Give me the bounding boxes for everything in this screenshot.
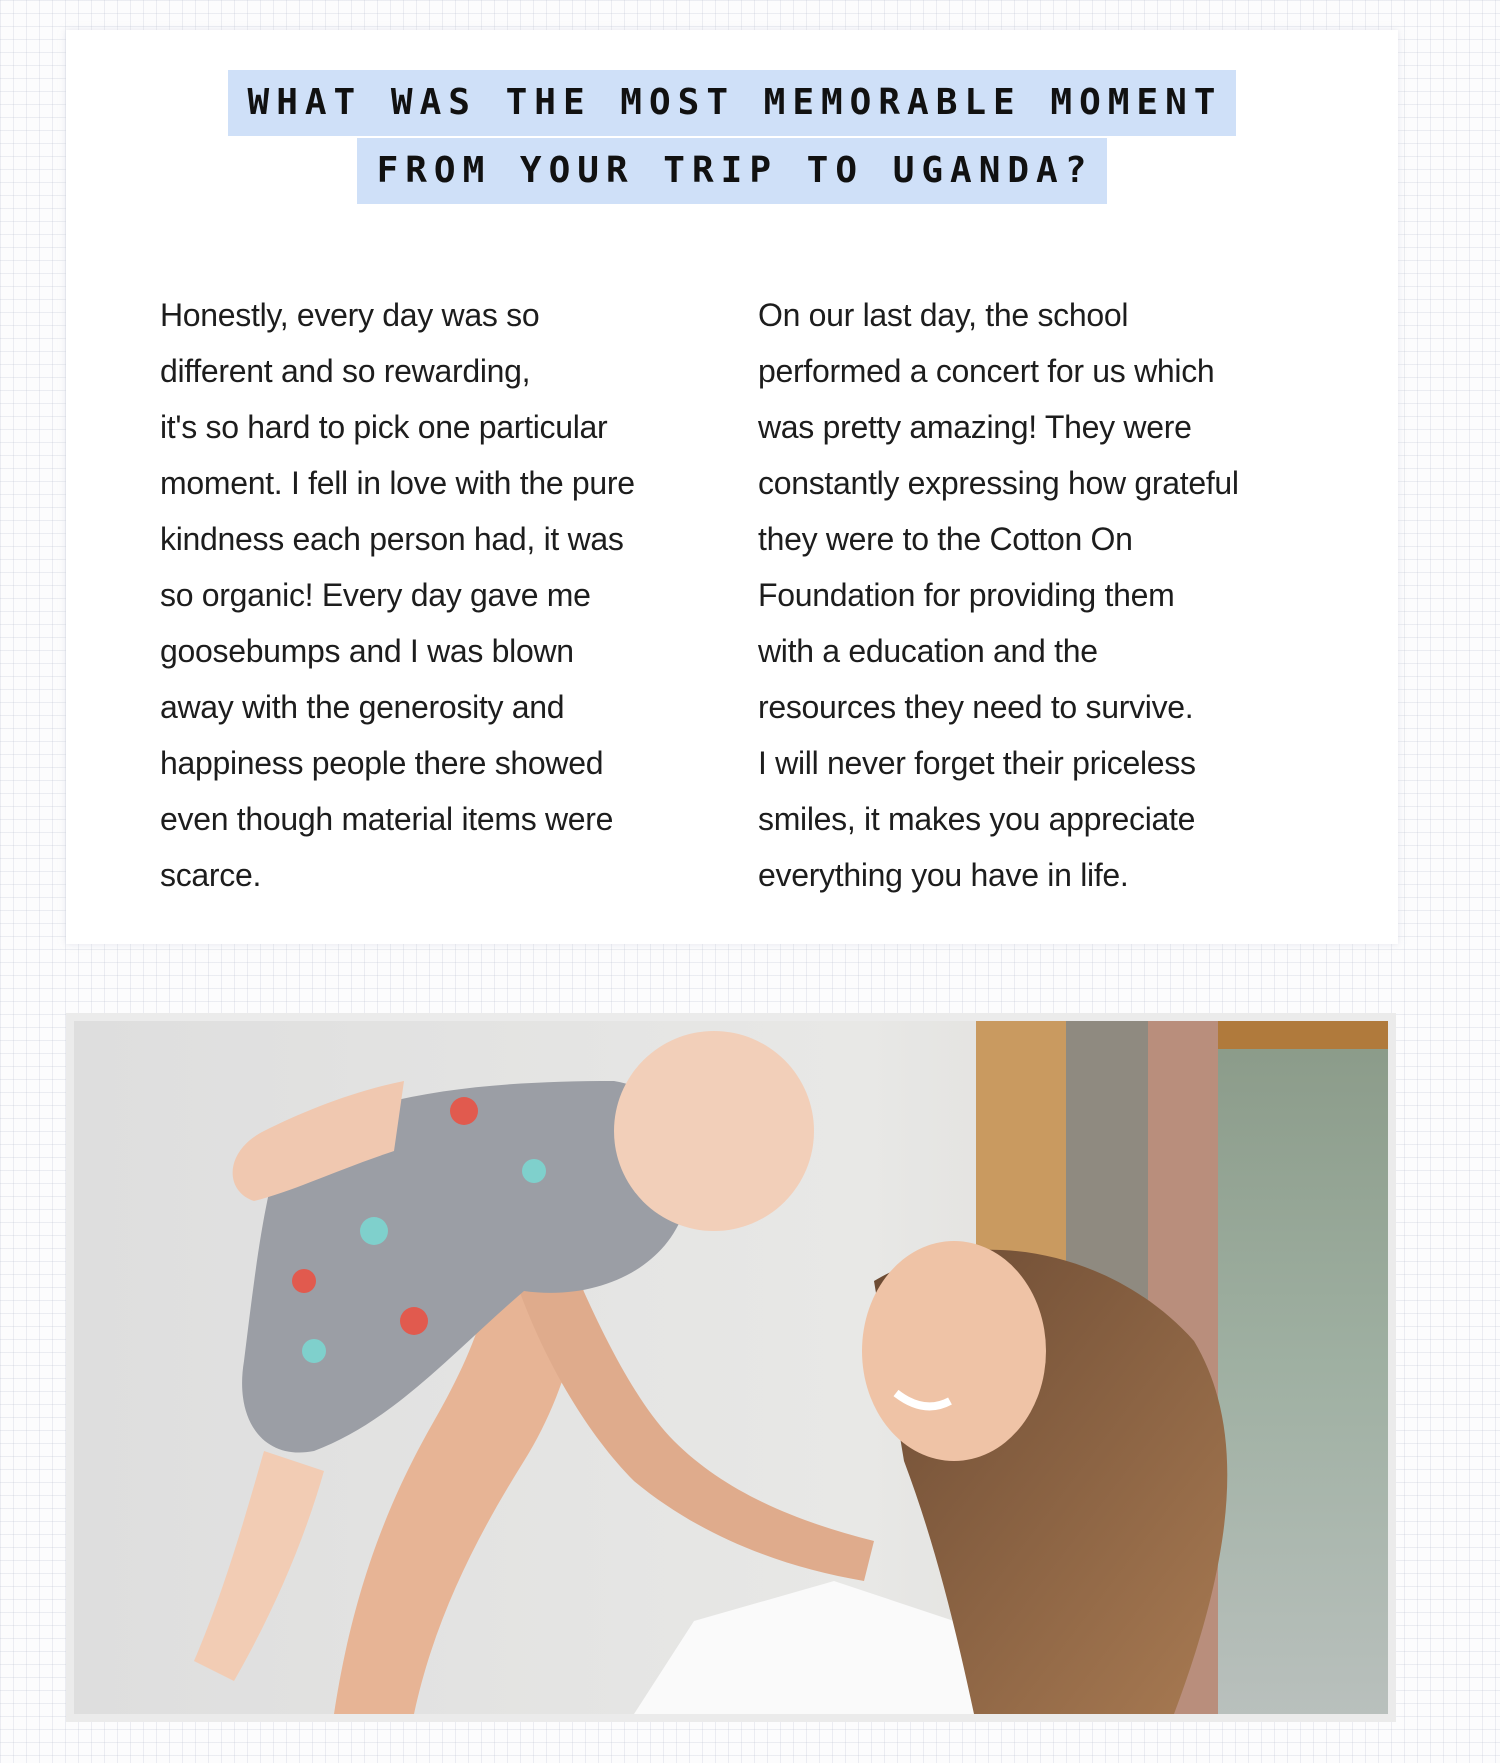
paragraph-line: even though material items were: [160, 801, 614, 837]
paragraph-line: constantly expressing how grateful: [758, 465, 1239, 501]
paragraph-line: On our last day, the school: [758, 297, 1129, 333]
paragraph-line: so organic! Every day gave me: [160, 577, 591, 613]
paragraph-line: happiness people there showed: [160, 745, 604, 781]
paragraph-line: everything you have in life.: [758, 857, 1129, 893]
left-text-column: [160, 287, 720, 903]
section-heading: [66, 70, 1398, 204]
paragraph-line: they were to the Cotton On: [758, 521, 1133, 557]
paragraph-line: Foundation for providing them: [758, 577, 1175, 613]
paragraph-line: smiles, it makes you appreciate: [758, 801, 1196, 837]
paragraph-line: was pretty amazing! They were: [758, 409, 1192, 445]
paragraph-line: I will never forget their priceless: [758, 745, 1196, 781]
mother-lifting-baby-photo: [74, 1021, 1388, 1714]
paragraph-line: with a education and the: [758, 633, 1098, 669]
paragraph-line: kindness each person had, it was: [160, 521, 624, 557]
paragraph-line: scarce.: [160, 857, 262, 893]
paragraph-line: performed a concert for us which: [758, 353, 1215, 389]
paragraph-line: away with the generosity and: [160, 689, 565, 725]
heading-line-2: FROM YOUR TRIP TO UGANDA?: [357, 138, 1108, 204]
paragraph-line: moment. I fell in love with the pure: [160, 465, 635, 501]
right-text-column: [758, 287, 1358, 903]
paragraph-line: Honestly, every day was so: [160, 297, 540, 333]
photo-frame: [66, 1013, 1396, 1722]
heading-line-1: WHAT WAS THE MOST MEMORABLE MOMENT: [228, 70, 1237, 136]
paragraph-line: it's so hard to pick one particular: [160, 409, 608, 445]
paragraph-line: resources they need to survive.: [758, 689, 1194, 725]
content-card: [66, 30, 1398, 944]
photo-illustration: [74, 1021, 1388, 1714]
paragraph-line: goosebumps and I was blown: [160, 633, 574, 669]
paragraph-line: different and so rewarding,: [160, 353, 531, 389]
